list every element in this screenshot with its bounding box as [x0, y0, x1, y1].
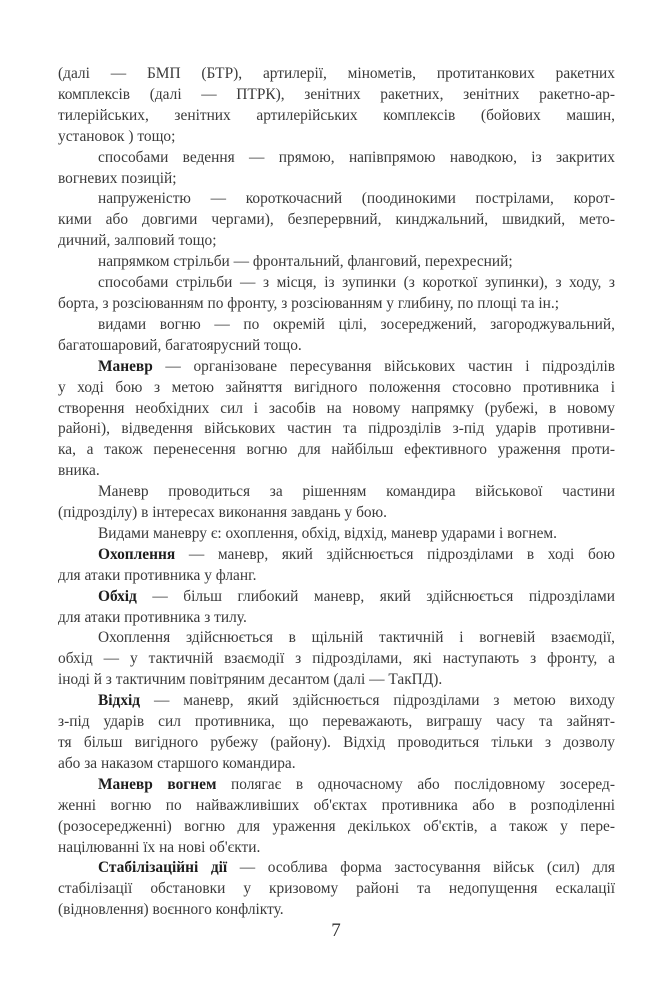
text-line — [58, 649, 615, 670]
text-line — [58, 587, 615, 608]
text-line — [58, 482, 615, 503]
line-text: тя більш вигідного рубежу (району). Відхід проводиться тільки з дозволу — [58, 734, 615, 751]
text-line — [58, 419, 615, 440]
line-text: (відновлення) воєнного конфлікту. — [58, 901, 284, 919]
paragraph — [58, 315, 615, 357]
text-line — [58, 628, 615, 649]
text-line — [58, 440, 615, 461]
text-line — [58, 336, 615, 357]
line-text: або за наказом старшого командира. — [58, 754, 296, 772]
line-text: націлюванні їх на нові об'єкти. — [58, 838, 261, 856]
line-text: (підрозділу) в інтересах виконання завдань у бою. — [58, 504, 387, 522]
line-text: — більш глибокий маневр, який здійснюється підрозділами — [136, 587, 615, 605]
line-text: з-під ударів сил противника, що переважають, виграшу часу та зайнят- — [58, 713, 615, 731]
paragraph — [58, 587, 615, 629]
line-text: Видами маневру є: охоплення, обхід, відхід, маневр ударами і вогнем. — [98, 524, 557, 542]
text-line — [58, 879, 615, 900]
text-line — [58, 399, 615, 420]
paragraph — [58, 691, 615, 775]
text-line — [58, 252, 615, 273]
line-text: борта, з розсіюванням по фронту, з розсіюванням у глибину, по площі та ін.; — [58, 294, 560, 312]
line-text: Маневр проводиться за рішенням командира військової частини — [98, 483, 615, 501]
text-line — [58, 817, 615, 838]
term-bold: Охоплення — [98, 545, 176, 563]
text-line — [58, 608, 615, 629]
document-body — [58, 64, 615, 921]
text-line — [58, 85, 615, 106]
paragraph — [58, 628, 615, 691]
text-line — [58, 106, 615, 127]
line-text: видами вогню — по окремій цілі, зосереджений, загороджувальний, — [98, 315, 615, 333]
term-bold: Маневр вогнем — [98, 775, 217, 793]
text-line — [58, 838, 615, 859]
line-text: — маневр, який здійснюється підрозділами з метою виходу — [140, 692, 615, 710]
text-line — [58, 733, 615, 754]
line-text: районі), відведення військових частин та підрозділів з-під ударів противни- — [58, 420, 615, 438]
paragraph — [58, 858, 615, 921]
term-bold: Обхід — [98, 587, 137, 605]
text-line — [58, 378, 615, 399]
page-number: 7 — [331, 920, 341, 941]
line-text: вника. — [58, 462, 100, 480]
text-line — [58, 315, 615, 336]
text-line — [58, 231, 615, 252]
line-text: ка, а також перенесення вогню для найбільш ефективного ураження проти- — [58, 441, 615, 459]
text-line — [58, 210, 615, 231]
paragraph — [58, 148, 615, 190]
text-line — [58, 775, 615, 796]
line-text: дичний, залповий тощо; — [58, 232, 217, 250]
paragraph — [58, 482, 615, 524]
line-text: (далі — БМП (БТР), артилерії, мінометів, протитанкових ракетних — [58, 65, 615, 82]
line-text: способами стрільби — з місця, із зупинки (з короткої зупинки), з ходу, з — [98, 274, 615, 292]
line-text: — особлива форма застосування військ (сил) для — [227, 859, 615, 877]
line-text: — організоване пересування військових частин і підрозділів — [152, 357, 615, 375]
text-line — [58, 64, 615, 85]
line-text: (розосередженні) вогню для ураження декількох об'єктів, а також у пере- — [58, 817, 615, 835]
line-text: тилерійських, зенітних артилерійських комплексів (бойових машин, — [58, 106, 615, 124]
line-text: установок ) тощо; — [58, 127, 176, 145]
text-line — [58, 461, 615, 482]
text-line — [58, 796, 615, 817]
line-text: у ході бою з метою зайняття вигідного положення стосовно противника і — [58, 378, 615, 396]
paragraph — [58, 357, 615, 482]
line-text: полягає в одночасному або послідовному зосеред- — [216, 775, 615, 793]
paragraph — [58, 189, 615, 252]
line-text: для атаки противника з тилу. — [58, 608, 247, 626]
text-line — [58, 712, 615, 733]
line-text: напруженістю — короткочасний (поодинокими пострілами, корот- — [98, 190, 615, 208]
line-text: іноді й з тактичним повітряним десантом (далі — ТакПД). — [58, 671, 443, 689]
text-line — [58, 691, 615, 712]
term-bold: Відхід — [98, 692, 141, 710]
line-text: способами ведення — прямою, напівпрямою наводкою, із закритих — [98, 148, 615, 166]
line-text: створення необхідних сил і засобів на новому напрямку (рубежі, в новому — [58, 399, 615, 417]
text-line — [58, 900, 615, 921]
line-text: вогневих позицій; — [58, 169, 177, 187]
text-line — [58, 127, 615, 148]
text-line — [58, 169, 615, 190]
paragraph — [58, 775, 615, 859]
text-line — [58, 545, 615, 566]
text-line — [58, 670, 615, 691]
paragraph — [58, 273, 615, 315]
paragraph — [58, 524, 615, 545]
paragraph — [58, 252, 615, 273]
term-bold: Маневр — [98, 357, 153, 375]
text-line — [58, 524, 615, 545]
line-text: для атаки противника у фланг. — [58, 566, 257, 584]
text-line — [58, 294, 615, 315]
line-text: напрямком стрільби — фронтальний, фланговий, перехресний; — [98, 253, 513, 271]
paragraph — [58, 545, 615, 587]
line-text: стабілізації обстановки у кризовому районі та недопущення ескалації — [58, 880, 615, 898]
text-line — [58, 858, 615, 879]
paragraph — [58, 64, 615, 148]
line-text: кими або довгими чергами), безперервний, кинджальний, швидкий, мето- — [58, 211, 615, 229]
line-text: обхід — у тактичній взаємодії з підрозділами, які наступають з фронту, а — [58, 650, 615, 668]
term-bold: Стабілізаційні дії — [98, 859, 228, 877]
text-line — [58, 357, 615, 378]
line-text: — маневр, який здійснюється підрозділами в ході бою — [175, 545, 615, 563]
text-line — [58, 566, 615, 587]
text-line — [58, 148, 615, 169]
text-line — [58, 273, 615, 294]
text-line — [58, 189, 615, 210]
text-line — [58, 754, 615, 775]
text-line — [58, 503, 615, 524]
line-text: багатошаровий, багатоярусний тощо. — [58, 336, 302, 354]
line-text: комплексів (далі — ПТРК), зенітних ракетних, зенітних ракетно-ар- — [58, 85, 615, 103]
line-text: Охоплення здійснюється в щільній тактичній і вогневій взаємодії, — [98, 629, 615, 647]
line-text: женні вогню по найважливіших об'єктах противника або в розподіленні — [58, 796, 615, 814]
